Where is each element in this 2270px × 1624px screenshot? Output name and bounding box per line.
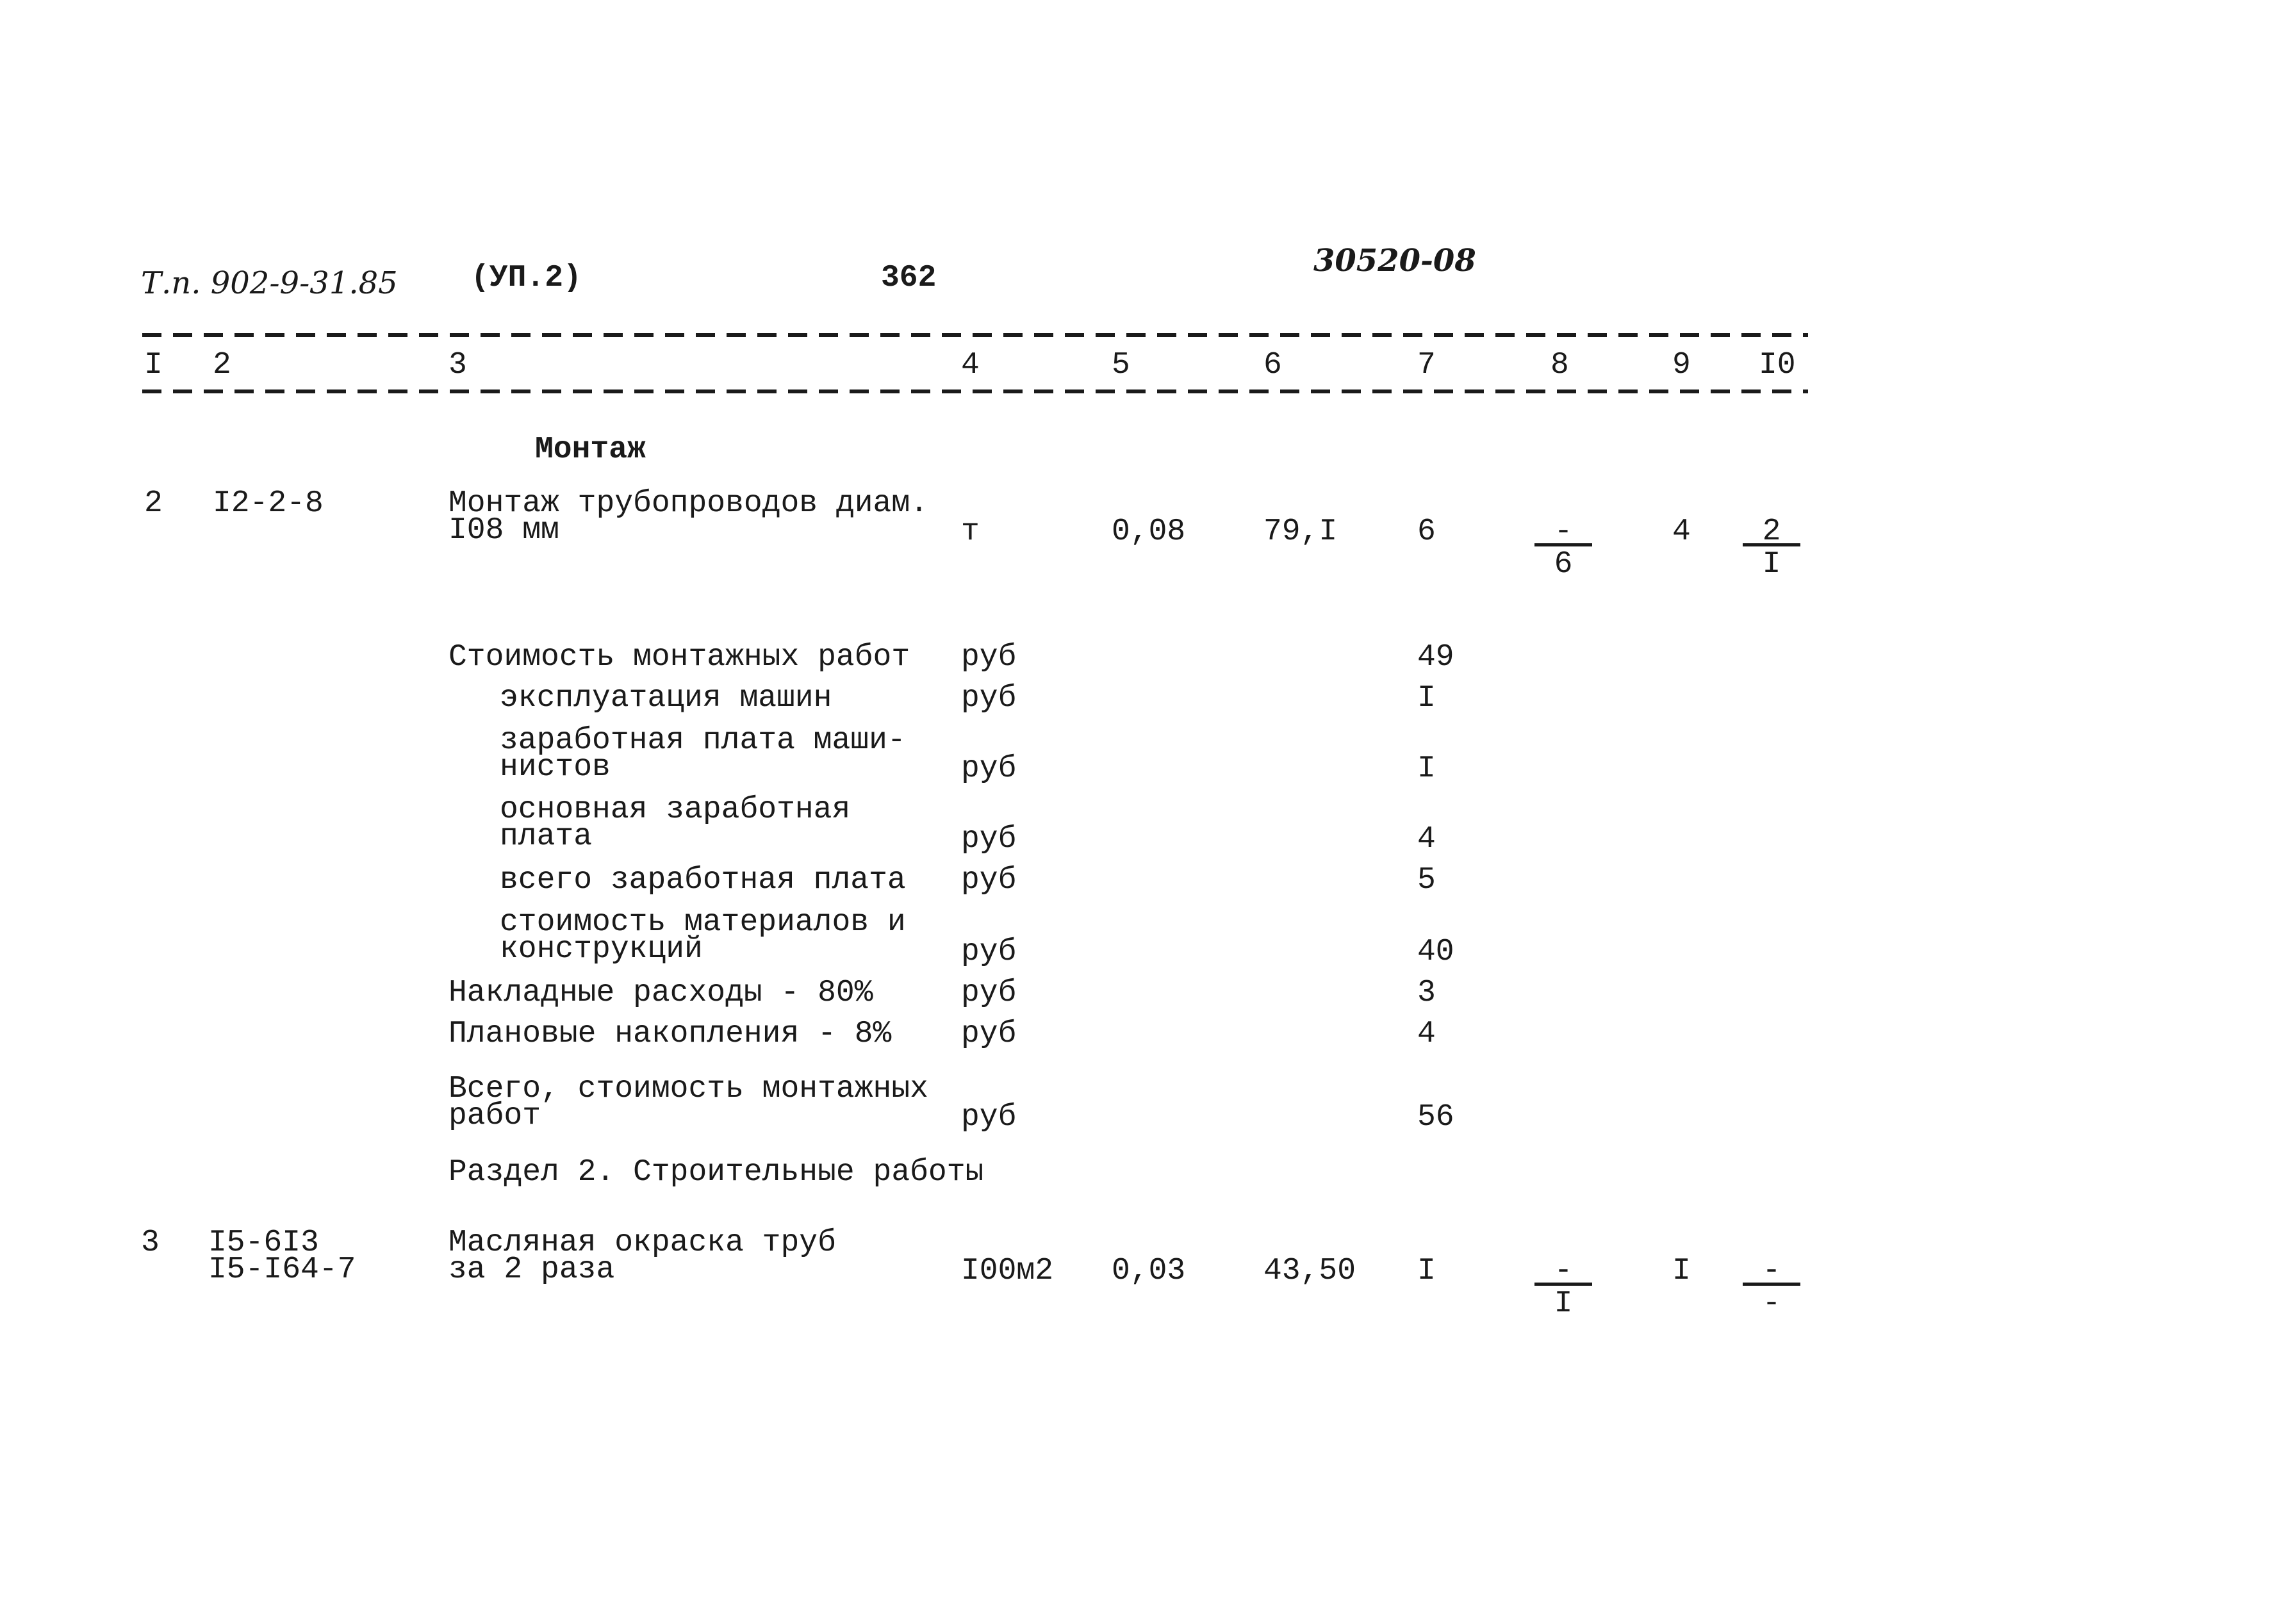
volume-label: (УП.2) [471, 261, 582, 295]
column-header: 5 [1112, 348, 1130, 382]
unit-price: 43,50 [1263, 1254, 1356, 1288]
section-heading: Раздел 2. Строительные работы [448, 1155, 984, 1190]
column-header: 4 [961, 348, 980, 382]
cost-label: стоимость материалов и [500, 905, 906, 940]
work-name-line1: Монтаж трубопроводов диам. [448, 486, 928, 521]
cost-label: Стоимость монтажных работ [448, 640, 910, 675]
cost-value: 4 [1417, 822, 1436, 857]
cost-unit: руб [961, 1017, 1017, 1051]
cost-value: 49 [1417, 640, 1454, 675]
cost-unit: руб [961, 751, 1017, 786]
cost-unit: руб [961, 822, 1017, 857]
column-8-fraction [1534, 1254, 1592, 1321]
column-8-fraction [1534, 514, 1592, 582]
price-code: I5-I64-7 [208, 1252, 356, 1287]
column-10-fraction [1743, 514, 1800, 582]
column-9-value: I [1672, 1254, 1691, 1288]
fraction-denominator: I [1762, 547, 1781, 582]
row-number: 3 [141, 1226, 160, 1260]
document-reference: Т.п. 902-9-31.85 [141, 265, 398, 301]
cost-label: эксплуатация машин [500, 681, 832, 716]
column-header: I0 [1759, 348, 1796, 382]
cost-label: всего заработная плата [500, 863, 906, 898]
quantity: 0,03 [1112, 1254, 1186, 1288]
cost-label: конструкций [500, 932, 703, 967]
work-name-line2: за 2 раза [448, 1252, 615, 1287]
cost-label: плата [500, 819, 593, 854]
cost-value: I [1417, 751, 1436, 786]
header-rule-bottom [142, 390, 1808, 393]
column-header: 3 [448, 348, 467, 382]
page-number: 362 [881, 261, 937, 295]
price-code: I2-2-8 [213, 486, 324, 521]
column-header: 6 [1263, 348, 1282, 382]
column-header: 8 [1550, 348, 1569, 382]
cost-label: Всего, стоимость монтажных [448, 1072, 928, 1106]
unit: т [961, 514, 980, 549]
column-header: 2 [213, 348, 231, 382]
inventory-number: 30520-08 [1313, 243, 1476, 279]
header-rule-top [142, 333, 1808, 337]
cost-label: основная заработная [500, 792, 851, 827]
work-name-line1: Масляная окраска труб [448, 1226, 836, 1260]
column-header: I [144, 348, 163, 382]
fraction-numerator: - [1534, 518, 1592, 546]
price-code: I5-6I3 [208, 1226, 319, 1260]
cost-label: нистов [500, 750, 611, 785]
work-name-line2: I08 мм [448, 513, 559, 548]
cost-value: 40 [1417, 935, 1454, 969]
cost-label: работ [448, 1099, 541, 1133]
fraction-numerator: - [1743, 1257, 1800, 1286]
column-header: 7 [1417, 348, 1436, 382]
row-number: 2 [144, 486, 163, 521]
cost-unit: руб [961, 681, 1017, 716]
column-9-value: 4 [1672, 514, 1691, 549]
cost-value: 4 [1417, 1017, 1436, 1051]
cost-value: 3 [1417, 976, 1436, 1010]
quantity: 0,08 [1112, 514, 1186, 549]
cost-value: I [1417, 681, 1436, 716]
fraction-denominator: - [1762, 1286, 1781, 1321]
section-heading: Монтаж [535, 432, 646, 467]
cost-label: заработная плата маши- [500, 723, 906, 758]
cost-unit: руб [961, 863, 1017, 898]
cost-value: 5 [1417, 863, 1436, 898]
cost-label: Накладные расходы - 80% [448, 976, 873, 1010]
fraction-denominator: 6 [1554, 547, 1573, 582]
column-header: 9 [1672, 348, 1691, 382]
unit: I00м2 [961, 1254, 1054, 1288]
cost-unit: руб [961, 640, 1017, 675]
column-10-fraction [1743, 1254, 1800, 1321]
cost-unit: руб [961, 935, 1017, 969]
fraction-denominator: I [1554, 1286, 1573, 1321]
cost-unit: руб [961, 976, 1017, 1010]
total-cost: 6 [1417, 514, 1436, 549]
fraction-numerator: - [1534, 1257, 1592, 1286]
fraction-numerator: 2 [1743, 518, 1800, 546]
cost-label: Плановые накопления - 8% [448, 1017, 892, 1051]
unit-price: 79,I [1263, 514, 1338, 549]
cost-value: 56 [1417, 1100, 1454, 1135]
total-cost: I [1417, 1254, 1436, 1288]
cost-unit: руб [961, 1100, 1017, 1135]
